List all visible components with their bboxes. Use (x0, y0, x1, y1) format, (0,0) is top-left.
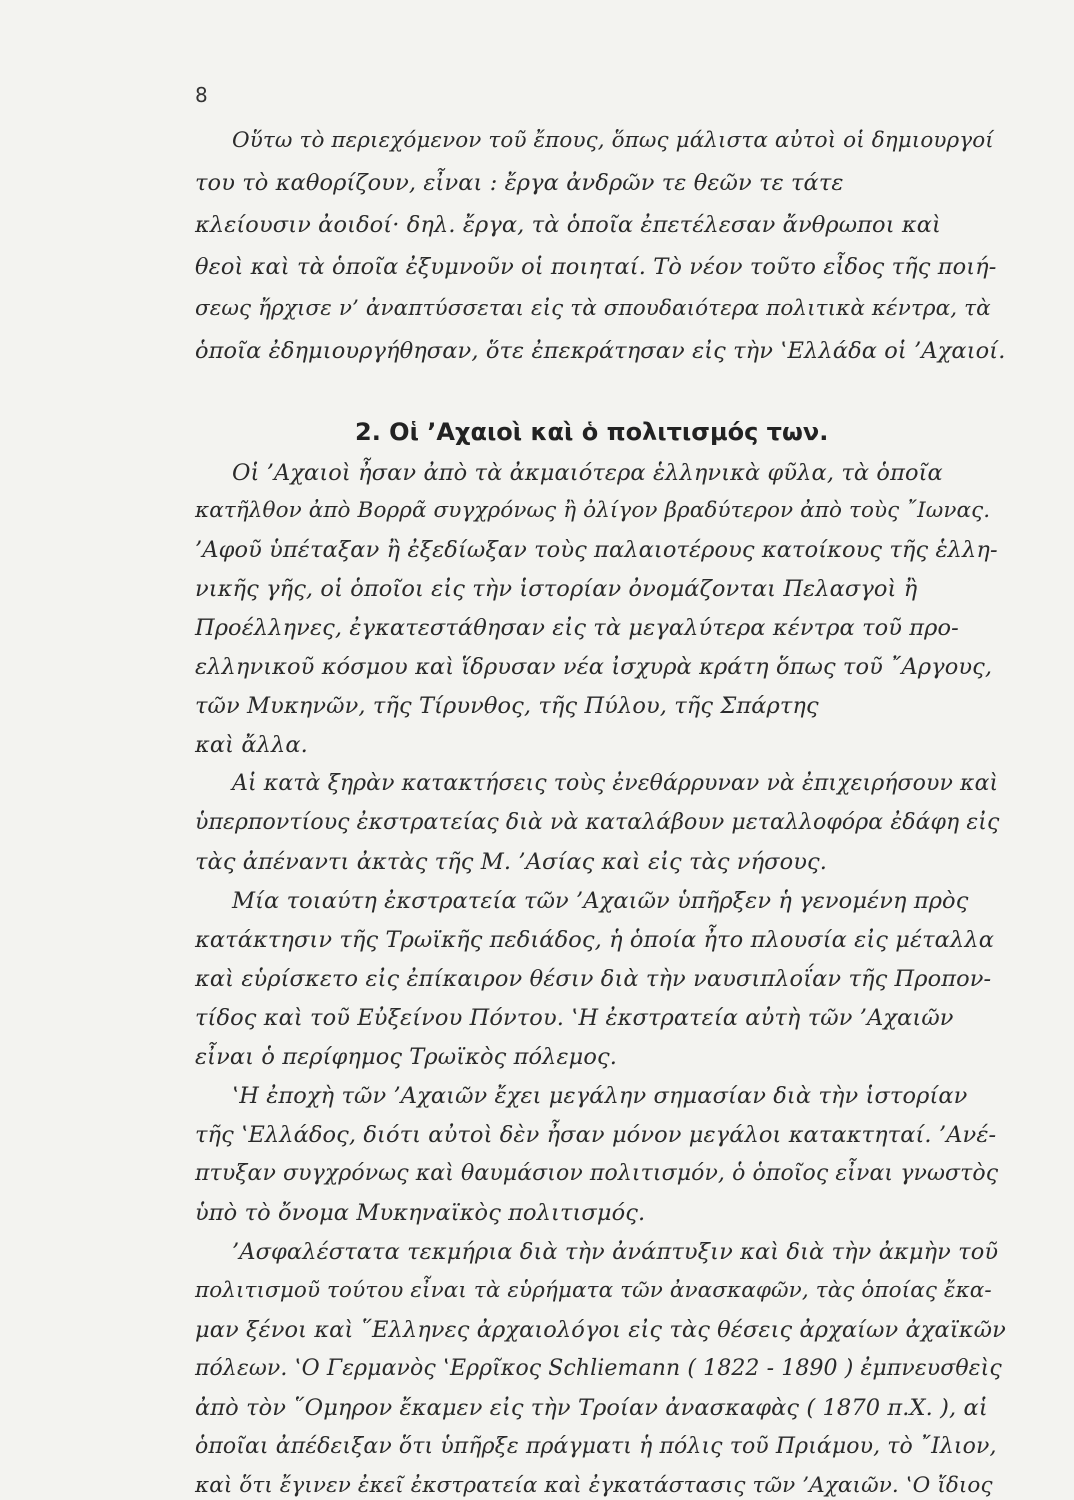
text-line: σεως ἤρχισε ν’ ἀναπτύσσεται εἰς τὰ σπουδαιότερα πολιτικὰ κέντρα, τὰ (195, 296, 991, 321)
text-line: τῶν Μυκηνῶν, τῆς Τίρυνθος, τῆς Πύλου, τῆς Σπάρτης (195, 693, 819, 719)
text-line: Οἱ ’Αχαιοὶ ἦσαν ἀπὸ τὰ ἀκμαιότερα ἑλληνικὰ φῦλα, τὰ ὁποῖα (232, 460, 943, 486)
section-heading: 2. Οἱ ’Αχαιοὶ καὶ ὁ πολιτισμός των. (355, 418, 829, 446)
text-line: μαν ξένοι καὶ ῞Ελληνες ἀρχαιολόγοι εἰς τὰς θέσεις ἀρχαίων ἀχαϊκῶν (195, 1317, 1006, 1343)
text-line: τὰς ἀπέναντι ἀκτὰς τῆς Μ. ’Ασίας καὶ εἰς τὰς νήσους. (195, 849, 827, 875)
text-line: πτυξαν συγχρόνως καὶ θαυμάσιον πολιτισμόν, ὁ ὁποῖος εἶναι γνωστὸς (195, 1161, 999, 1186)
text-line: Μία τοιαύτη ἐκστρατεία τῶν ’Αχαιῶν ὑπῆρξεν ἡ γενομένη πρὸς (232, 888, 969, 914)
text-line: κλείουσιν ἀοιδοί· δηλ. ἔργα, τὰ ὁποῖα ἐπετέλεσαν ἄνθρωποι καὶ (195, 212, 941, 238)
text-line: Οὕτω τὸ περιεχόμενον τοῦ ἔπους, ὅπως μάλιστα αὐτοὶ οἱ δημιουργοί (232, 128, 994, 153)
text-line: καὶ ὅτι ἔγινεν ἐκεῖ ἐκστρατεία καὶ ἐγκατάστασις τῶν ’Αχαιῶν. ‛Ο ἴδιος (195, 1473, 993, 1498)
text-line: ‛Η ἐποχὴ τῶν ’Αχαιῶν ἔχει μεγάλην σημασίαν διὰ τὴν ἱστορίαν (232, 1083, 968, 1109)
text-line: ὁποῖα ἐδημιουργήθησαν, ὅτε ἐπεκράτησαν εἰς τὴν ‛Ελλάδα οἱ ’Αχαιοί. (195, 338, 1006, 364)
text-line: πολιτισμοῦ τούτου εἶναι τὰ εὑρήματα τῶν ἀνασκαφῶν, τὰς ὁποίας ἔκα- (195, 1278, 992, 1303)
text-line: ελληνικοῦ κόσμου καὶ ἵδρυσαν νέα ἰσχυρὰ κράτη ὅπως τοῦ ῎Αργους, (195, 654, 993, 680)
text-line: ὑπὸ τὸ ὄνομα Μυκηναϊκὸς πολιτισμός. (195, 1200, 646, 1226)
text-line: θεοὶ καὶ τὰ ὁποῖα ἐξυμνοῦν οἱ ποιηταί. Τὸ νέον τοῦτο εἶδος τῆς ποιή- (195, 254, 997, 280)
text-line: ὁποῖαι ἀπέδειξαν ὅτι ὑπῆρξε πράγματι ἡ πόλις τοῦ Πριάμου, τὸ ῎Ιλιον, (195, 1434, 997, 1459)
text-line: ἀπὸ τὸν ῞Ομηρον ἔκαμεν εἰς τὴν Τροίαν ἀνασκαφὰς ( 1870 π.Χ. ), αἱ (195, 1395, 988, 1421)
text-line: του τὸ καθορίζουν, εἶναι : ἔργα ἀνδρῶν τε θεῶν τε τάτε (195, 170, 844, 196)
text-line: Προέλληνες, ἐγκατεστάθησαν εἰς τὰ μεγαλύτερα κέντρα τοῦ προ- (195, 615, 959, 641)
text-line: τῆς ‛Ελλάδος, διότι αὐτοὶ δὲν ἦσαν μόνον μεγάλοι κατακτηταί. ’Ανέ- (195, 1122, 997, 1148)
text-line: πόλεων. ‛Ο Γερμανὸς ‛Ερρῖκος Schliemann ( 1822 - 1890 ) ἐμπνευσθεὶς (195, 1356, 1002, 1381)
text-line: ὑπερποντίους ἐκστρατείας διὰ νὰ καταλάβουν μεταλλοφόρα ἐδάφη εἰς (195, 810, 1000, 835)
text-line: κατάκτησιν τῆς Τρωϊκῆς πεδιάδος, ἡ ὁποία ἦτο πλουσία εἰς μέταλλα (195, 927, 994, 953)
text-line: εἶναι ὁ περίφημος Τρωϊκὸς πόλεμος. (195, 1044, 617, 1070)
text-line: καὶ ἄλλα. (195, 732, 308, 758)
text-line: Αἱ κατὰ ξηρὰν κατακτήσεις τοὺς ἐνεθάρρυναν νὰ ἐπιχειρήσουν καὶ (232, 771, 999, 796)
page-number: 8 (195, 83, 208, 107)
text-line: κατῆλθον ἀπὸ Βορρᾶ συγχρόνως ἢ ὀλίγον βραδύτερον ἀπὸ τοὺς ῎Ιωνας. (195, 498, 991, 523)
text-line: καὶ εὑρίσκετο εἰς ἐπίκαιρον θέσιν διὰ τὴν ναυσιπλοΐαν τῆς Προπον- (195, 966, 992, 992)
text-line: ’Αφοῦ ὑπέταξαν ἢ ἐξεδίωξαν τοὺς παλαιοτέρους κατοίκους τῆς ἑλλη- (195, 537, 998, 563)
text-line: νικῆς γῆς, οἱ ὁποῖοι εἰς τὴν ἱστορίαν ὀνομάζονται Πελασγοὶ ἢ (195, 576, 918, 602)
text-line: τίδος καὶ τοῦ Εὐξείνου Πόντου. ‛Η ἐκστρατεία αὐτὴ τῶν ’Αχαιῶν (195, 1005, 954, 1031)
text-line: ’Ασφαλέστατα τεκμήρια διὰ τὴν ἀνάπτυξιν καὶ διὰ τὴν ἀκμὴν τοῦ (232, 1239, 999, 1265)
